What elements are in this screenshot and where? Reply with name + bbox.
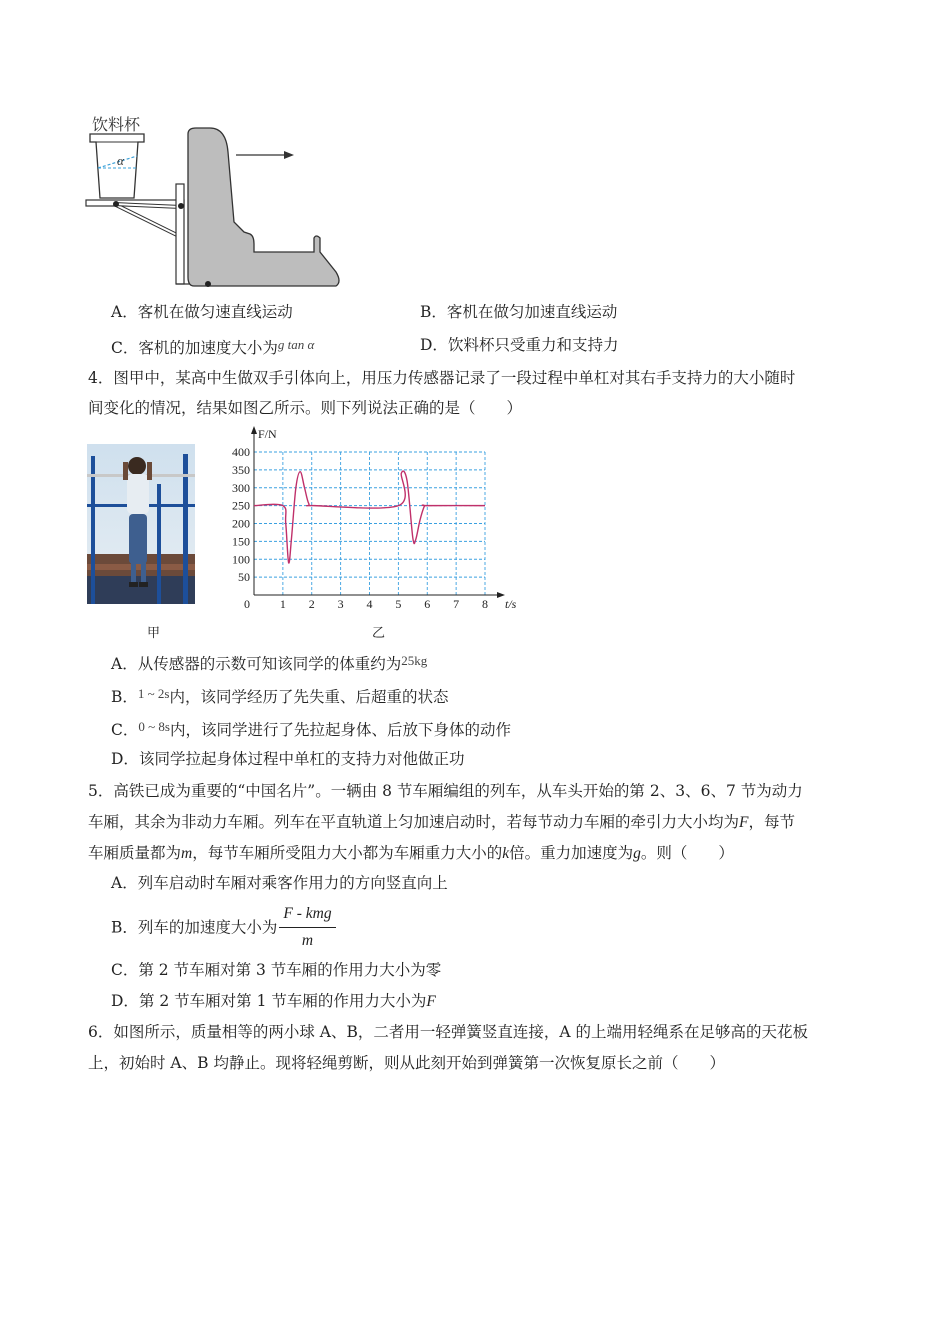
alpha-symbol: α	[117, 153, 124, 168]
option-key: B．	[111, 688, 138, 706]
q3-option-b[interactable]	[420, 302, 617, 322]
option-key: B．	[111, 918, 138, 937]
q3-option-a[interactable]	[111, 302, 293, 322]
q4-option-d[interactable]	[111, 749, 464, 769]
option-key: B．	[420, 303, 447, 321]
q3-option-d[interactable]	[420, 335, 618, 355]
math-k: k	[502, 845, 510, 862]
x-tick-label: 4	[366, 597, 373, 611]
y-axis-arrow	[251, 426, 257, 434]
option-text: 该同学拉起身体过程中单杠的支持力对他做正功	[138, 750, 465, 768]
q5-option-a[interactable]	[111, 873, 448, 893]
option-key: C．	[111, 961, 139, 979]
math-g: g	[633, 845, 641, 862]
x-tick-label: 0	[244, 597, 250, 611]
q4-option-a[interactable]	[111, 651, 427, 674]
y-tick-label: 250	[232, 498, 250, 513]
option-key: D．	[420, 336, 448, 354]
fraction-denominator: m	[301, 932, 314, 949]
cup-seat-figure	[84, 112, 354, 297]
x-tick-label: 1	[279, 597, 286, 611]
option-text: 从传感器的示数可知该同学的体重约为	[137, 655, 402, 673]
q4-stem-line2: 间变化的情况，结果如图乙所示。则下列说法正确的是（ ）	[88, 399, 523, 417]
q6-stem-line1: 6．如图所示，质量相等的两小球 A、B，二者用一轻弹簧竖直连接，A 的上端用轻绳系在足够高的天花板	[88, 1023, 808, 1041]
y-tick-label: 350	[232, 462, 250, 477]
q5-option-d[interactable]	[111, 991, 436, 1012]
option-text: 客机在做匀速直线运动	[137, 303, 293, 321]
cup-seat-drawing	[84, 112, 354, 297]
option-key: A．	[111, 874, 138, 892]
q4-option-c[interactable]	[111, 717, 511, 740]
math-F: F	[739, 814, 749, 831]
text-run: 车厢，其余为非动力车厢。列车在平直轨道上匀加速启动时，若每节动力车厢的牵引力大小均为	[88, 813, 740, 831]
option-text: 第 2 节车厢对第 1 节车厢的作用力大小为	[138, 992, 427, 1010]
text-run: 倍。重力加速度为	[509, 844, 634, 862]
y-tick-label: 300	[232, 480, 250, 495]
q5-stem-line3	[88, 843, 734, 864]
y-tick-label: 400	[232, 445, 250, 459]
q5-option-c[interactable]	[111, 960, 441, 980]
fraction	[279, 904, 335, 951]
option-key: D．	[111, 750, 139, 768]
option-math: 1 ~ 2s	[137, 686, 170, 701]
option-math: 25kg	[401, 653, 428, 668]
chart-svg	[222, 422, 532, 614]
option-text: 列车的加速度大小为	[137, 918, 278, 937]
x-tick-label: 6	[424, 597, 431, 611]
text-run: 车厢质量都为	[88, 844, 182, 862]
x-axis-arrow	[497, 592, 505, 598]
q6-stem-line2: 上，初始时 A、B 均静止。现将轻绳剪断，则从此刻开始到弹簧第一次恢复原长之前（ ）	[88, 1054, 725, 1072]
q5-stem-line2	[88, 812, 795, 833]
q5-option-b[interactable]	[111, 904, 336, 951]
text-run: 。则（ ）	[640, 844, 734, 862]
y-tick-label: 200	[232, 516, 250, 531]
caption-yi: 乙	[372, 626, 386, 641]
option-key: D．	[111, 992, 139, 1010]
y-tick-label: 50	[238, 570, 250, 585]
cup-label: 饮料杯	[92, 115, 141, 134]
math-m: m	[181, 845, 193, 862]
x-tick-label: 8	[482, 597, 488, 611]
option-math: 0 ~ 8s	[138, 719, 170, 734]
text-run: ，每节	[748, 813, 795, 831]
x-tick-label: 2	[308, 597, 315, 611]
q3-option-c[interactable]	[111, 335, 314, 358]
option-text: 内，该同学进行了先拉起身体、后放下身体的动作	[169, 721, 511, 739]
x-axis-label: t/s	[505, 597, 517, 611]
text-run: ，每节车厢所受阻力大小都为车厢重力大小的	[192, 844, 503, 862]
option-text: 列车启动时车厢对乘客作用力的方向竖直向上	[137, 874, 448, 892]
q4-option-b[interactable]	[111, 684, 449, 707]
option-text: 第 2 节车厢对第 3 节车厢的作用力大小为零	[138, 961, 442, 979]
y-tick-label: 100	[232, 552, 250, 567]
option-text: 客机在做匀加速直线运动	[446, 303, 618, 321]
option-math: g tan α	[277, 337, 315, 352]
q5-stem-line1: 5．高铁已成为重要的“中国名片”。一辆由 8 节车厢编组的列车，从车头开始的第 2、3、6、7 节为动力	[88, 782, 803, 800]
option-key: C．	[111, 721, 139, 739]
caption-jia: 甲	[147, 626, 161, 641]
option-text: 内，该同学经历了先失重、后超重的状态	[169, 688, 449, 706]
x-tick-label: 7	[453, 597, 460, 611]
option-key: C．	[111, 339, 139, 357]
force-time-chart	[222, 422, 532, 614]
option-key: A．	[111, 655, 138, 673]
x-tick-label: 5	[395, 597, 402, 611]
option-text: 客机的加速度大小为	[138, 339, 278, 357]
fraction-numerator: F - kmg	[279, 904, 335, 928]
option-math: F	[426, 993, 436, 1010]
option-text: 饮料杯只受重力和支持力	[447, 336, 619, 354]
q4-stem-line1: 4．图甲中，某高中生做双手引体向上，用压力传感器记录了一段过程中单杠对其右手支持力的大小随时	[88, 369, 796, 387]
y-axis-label: F/N	[258, 427, 277, 441]
x-tick-label: 3	[337, 597, 344, 611]
option-key: A．	[111, 303, 138, 321]
y-tick-label: 150	[232, 534, 250, 549]
pullup-photo	[87, 444, 195, 604]
